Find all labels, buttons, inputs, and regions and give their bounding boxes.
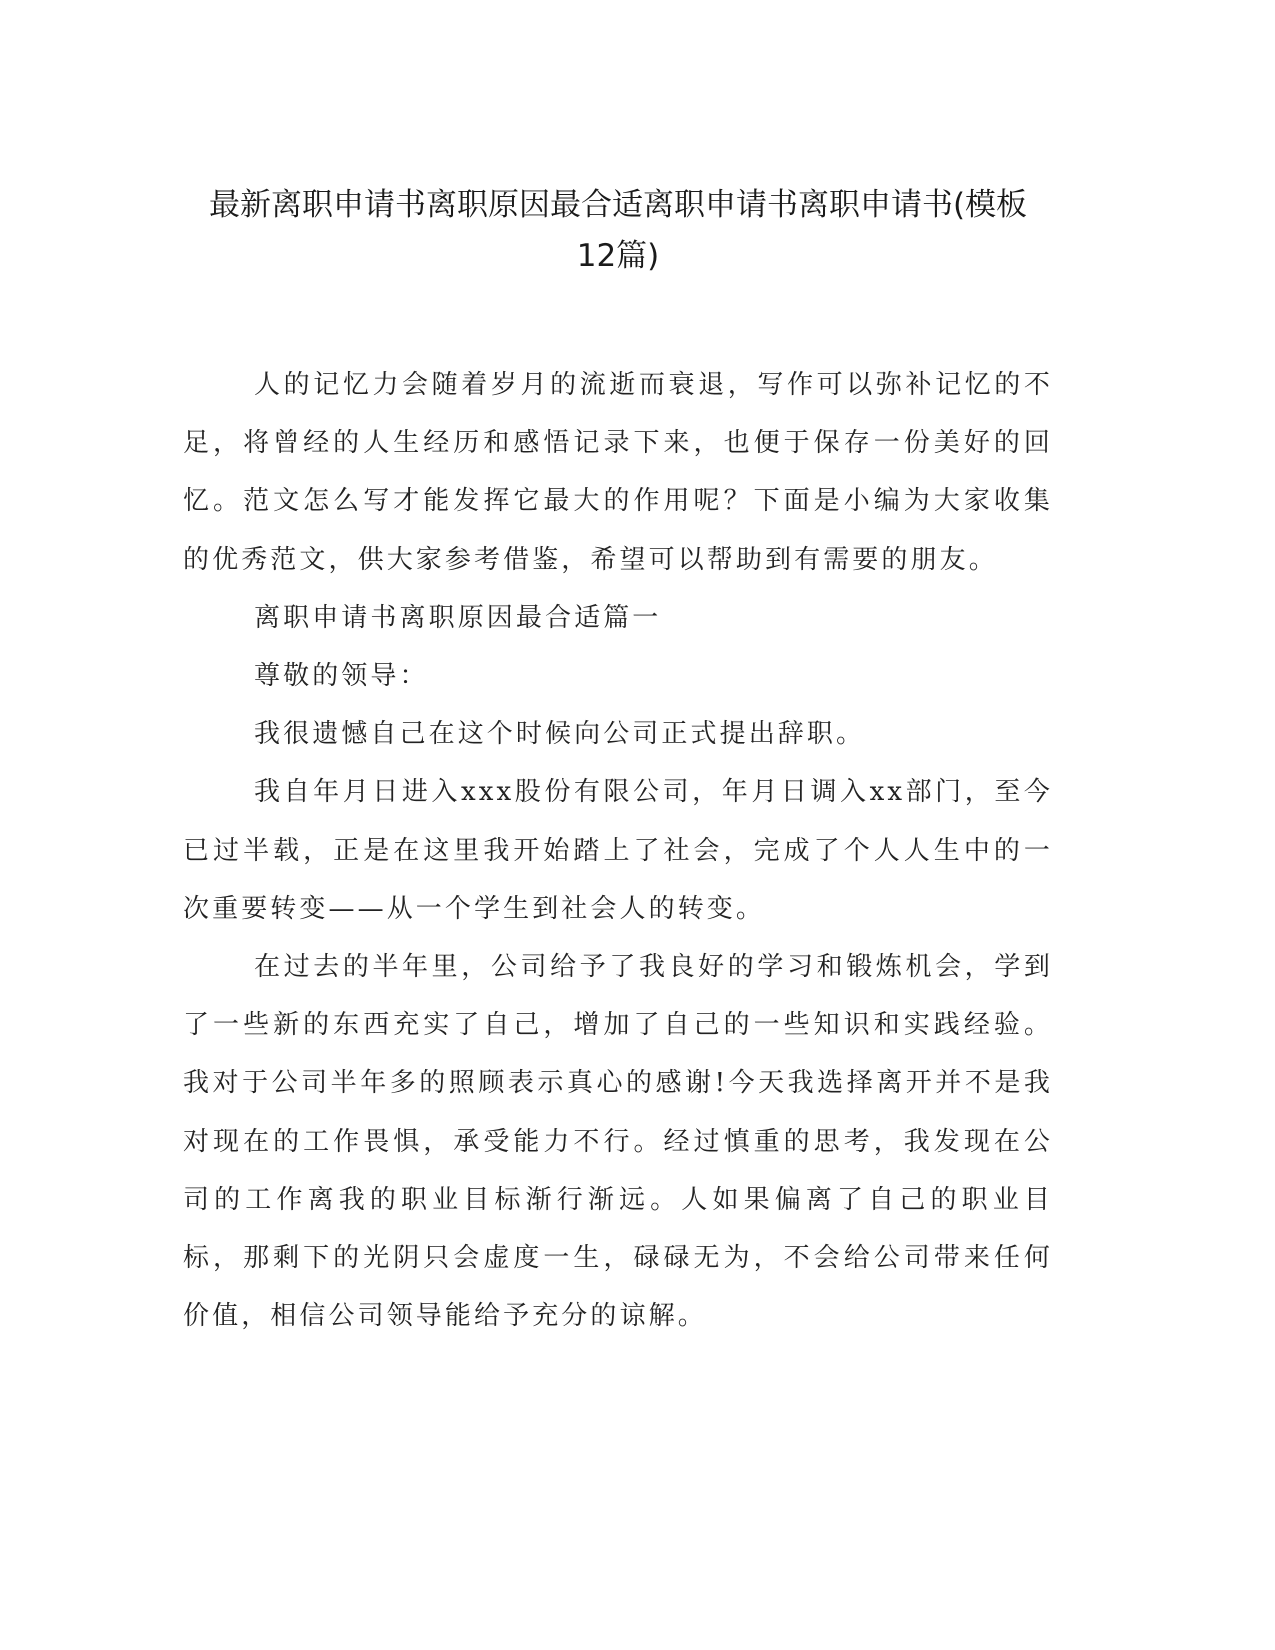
document-title (178, 180, 1058, 282)
body-paragraph: 我很遗憾自己在这个时候向公司正式提出辞职。 (254, 719, 866, 750)
body-paragraph: 在过去的半年里，公司给予了我良好的学习和锻炼机会，学到了一些新的东西充实了自己，增加了自己的一些知识和实践经验。我对于公司半年多的照顾表示真心的感谢!今天我选择离开并不是我对现在的工作畏惧，承受能力不行。经过慎重的思考，我发现在公司的工作离我的职业目标渐行渐远。人如果偏离了自己的职业目标，那剩下的光阴只会虚度一生，碌碌无为，不会给公司带来任何价值，相信公司领导能给予充分的谅解。 (183, 952, 1053, 1332)
body-paragraph: 我自年月日进入xxx股份有限公司，年月日调入xx部门，至今已过半载，正是在这里我开始踏上了社会，完成了个人人生中的一次重要转变——从一个学生到社会人的转变。 (183, 777, 1053, 924)
document-title-line-1: 最新离职申请书离职原因最合适离职申请书离职申请书(模板 (208, 187, 1028, 223)
document-title-line-2: 12篇) (576, 238, 660, 274)
document-body (183, 356, 1053, 1345)
section-heading: 离职申请书离职原因最合适篇一 (254, 602, 662, 633)
intro-paragraph: 人的记忆力会随着岁月的流逝而衰退，写作可以弥补记忆的不足，将曾经的人生经历和感悟记录下来，也便于保存一份美好的回忆。范文怎么写才能发挥它最大的作用呢？下面是小编为大家收集的优秀范文，供大家参考借鉴，希望可以帮助到有需要的朋友。 (183, 370, 1053, 575)
salutation: 尊敬的领导： (254, 661, 429, 692)
